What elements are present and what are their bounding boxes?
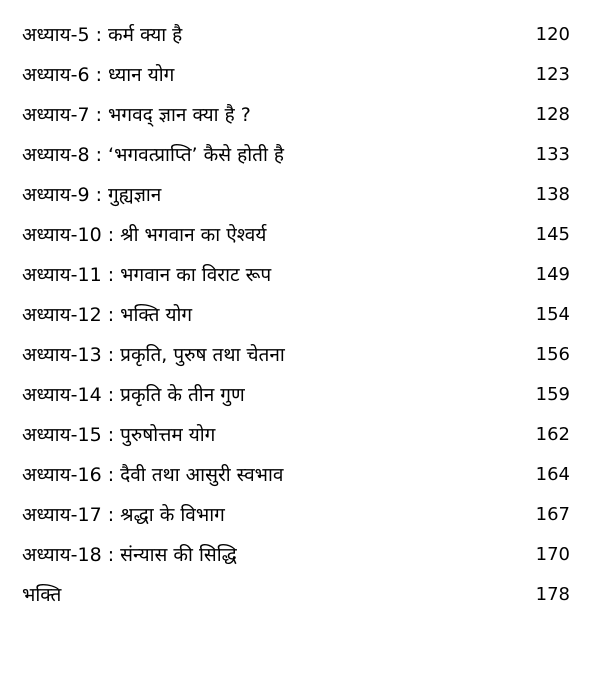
toc-entry bbox=[22, 574, 570, 614]
toc-entry-title: अध्याय-18 : संन्यास की सिद्धि bbox=[22, 544, 237, 566]
toc-entry-page: 154 bbox=[535, 303, 570, 325]
toc-entry-page: 164 bbox=[535, 463, 570, 485]
toc-entry-title: अध्याय-12 : भक्ति योग bbox=[22, 304, 193, 326]
toc-entry-title: अध्याय-6 : ध्यान योग bbox=[22, 64, 175, 86]
toc-entry-title: अध्याय-9 : गुह्यज्ञान bbox=[22, 184, 162, 206]
toc-entry-title: भक्ति bbox=[22, 584, 62, 606]
toc-entry-title: अध्याय-10 : श्री भगवान का ऐश्वर्य bbox=[22, 224, 267, 246]
toc-entry-page: 167 bbox=[535, 503, 570, 525]
toc-entry bbox=[22, 174, 570, 214]
toc-entry-title: अध्याय-11 : भगवान का विराट रूप bbox=[22, 264, 272, 286]
toc-entry bbox=[22, 454, 570, 494]
toc-entry-page: 159 bbox=[535, 383, 570, 405]
toc-entry-title: अध्याय-16 : दैवी तथा आसुरी स्वभाव bbox=[22, 464, 284, 486]
toc-entry-page: 128 bbox=[535, 103, 570, 125]
toc-entry bbox=[22, 14, 570, 54]
toc-entry-title: अध्याय-15 : पुरुषोत्तम योग bbox=[22, 424, 216, 446]
toc-entry bbox=[22, 54, 570, 94]
toc-entry-page: 138 bbox=[535, 183, 570, 205]
toc-entry bbox=[22, 494, 570, 534]
toc-entry bbox=[22, 414, 570, 454]
toc-entry-page: 123 bbox=[535, 63, 570, 85]
toc-entry-title: अध्याय-17 : श्रद्धा के विभाग bbox=[22, 504, 225, 526]
toc-entry-page: 120 bbox=[535, 23, 570, 45]
toc-entry bbox=[22, 134, 570, 174]
toc-entry-title: अध्याय-14 : प्रकृति के तीन गुण bbox=[22, 384, 245, 406]
toc-entry-title: अध्याय-13 : प्रकृति, पुरुष तथा चेतना bbox=[22, 344, 285, 366]
toc-entry bbox=[22, 214, 570, 254]
toc-entry-page: 178 bbox=[535, 583, 570, 605]
toc-entry bbox=[22, 334, 570, 374]
toc-entry bbox=[22, 254, 570, 294]
table-of-contents bbox=[22, 14, 570, 614]
toc-entry-page: 162 bbox=[535, 423, 570, 445]
toc-entry bbox=[22, 94, 570, 134]
toc-entry-page: 145 bbox=[535, 223, 570, 245]
toc-entry-page: 149 bbox=[535, 263, 570, 285]
toc-entry bbox=[22, 294, 570, 334]
toc-entry-title: अध्याय-7 : भगवद् ज्ञान क्या है ? bbox=[22, 104, 251, 126]
toc-entry-page: 133 bbox=[535, 143, 570, 165]
toc-entry bbox=[22, 374, 570, 414]
toc-entry bbox=[22, 534, 570, 574]
toc-entry-title: अध्याय-5 : कर्म क्या है bbox=[22, 24, 183, 46]
toc-entry-page: 170 bbox=[535, 543, 570, 565]
toc-entry-title: अध्याय-8 : ‘भगवत्प्राप्ति’ कैसे होती है bbox=[22, 144, 284, 166]
toc-entry-page: 156 bbox=[535, 343, 570, 365]
